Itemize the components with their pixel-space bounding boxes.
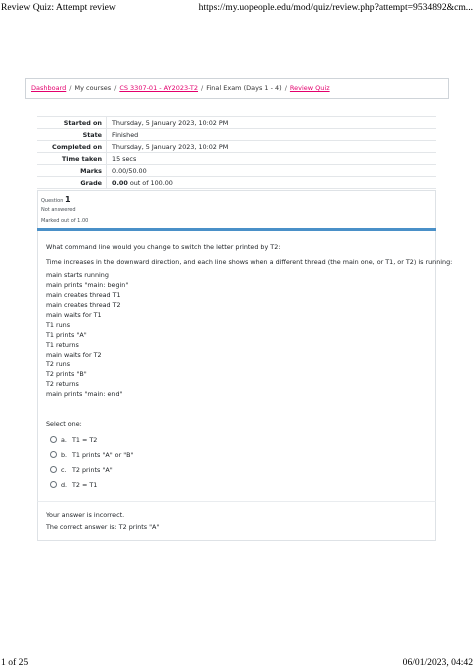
thread-trace <box>46 271 128 400</box>
feedback-result: Your answer is incorrect. <box>46 511 125 519</box>
time-taken-label: Time taken <box>37 153 107 165</box>
question-description: Time increases in the downward direction, and each line shows when a different thread (the main one, or T1, or T2) is running: <box>46 258 453 266</box>
radio-button[interactable] <box>50 466 57 473</box>
table-row <box>37 165 436 177</box>
print-datetime: 06/01/2023, 04:42 <box>402 657 473 668</box>
grade-label: Grade <box>37 177 107 189</box>
table-row <box>37 141 436 153</box>
breadcrumb-separator: / <box>201 84 204 92</box>
option-text: T1 prints "A" or "B" <box>72 450 134 459</box>
option-text: T2 prints "A" <box>72 465 113 474</box>
question-content <box>37 231 453 501</box>
question-mark: Marked out of 1.00 <box>41 218 89 224</box>
breadcrumb-course-link[interactable]: CS 3307-01 - AY2023-T2 <box>119 84 198 92</box>
option-text: T2 = T1 <box>72 480 98 489</box>
select-one-label: Select one: <box>46 420 82 428</box>
breadcrumb <box>25 78 449 99</box>
option-letter: d. <box>61 480 68 489</box>
grade-value <box>107 177 437 189</box>
breadcrumb-dashboard-link[interactable]: Dashboard <box>31 84 67 92</box>
table-row <box>37 117 436 129</box>
trace-line: T1 returns <box>46 340 79 349</box>
completed-on-label: Completed on <box>37 141 107 153</box>
completed-on-value: Thursday, 5 January 2023, 10:02 PM <box>112 142 229 151</box>
grade-score: 0.00 <box>112 178 128 187</box>
answer-option-c[interactable] <box>50 462 134 477</box>
table-row <box>37 153 436 165</box>
started-on-value: Thursday, 5 January 2023, 10:02 PM <box>112 118 229 127</box>
table-row <box>37 177 436 189</box>
marks-value: 0.00/50.00 <box>112 166 147 175</box>
breadcrumb-final-exam[interactable]: Final Exam (Days 1 - 4) <box>206 84 282 92</box>
option-letter: b. <box>61 450 68 459</box>
trace-line: main creates thread T2 <box>46 300 121 309</box>
print-title: Review Quiz: Attempt review <box>1 2 116 13</box>
breadcrumb-my-courses[interactable]: My courses <box>74 84 112 92</box>
question-label: Question <box>41 198 65 204</box>
trace-line: T1 prints "A" <box>46 330 87 339</box>
trace-line: main prints "main: begin" <box>46 280 129 289</box>
trace-line: main starts running <box>46 271 109 279</box>
breadcrumb-separator: / <box>69 84 72 92</box>
feedback-correct-answer: The correct answer is: T2 prints "A" <box>46 523 160 531</box>
trace-line: T2 runs <box>46 360 71 369</box>
radio-button[interactable] <box>50 451 57 458</box>
trace-line: main prints "main: end" <box>46 390 123 399</box>
answer-option-b[interactable] <box>50 447 134 462</box>
answer-options <box>50 432 134 492</box>
question-state: Not answered <box>41 207 76 213</box>
state-label: State <box>37 129 107 141</box>
time-taken-value: 15 secs <box>112 154 137 163</box>
radio-button[interactable] <box>50 436 57 443</box>
table-row <box>37 129 436 141</box>
print-url: https://my.uopeople.edu/mod/quiz/review.php?attempt=9534892&cm... <box>198 2 473 13</box>
attempt-summary-table <box>37 116 436 189</box>
trace-line: main waits for T2 <box>46 350 102 359</box>
option-letter: a. <box>61 435 67 444</box>
print-footer <box>1 657 473 669</box>
question-prompt: What command line would you change to switch the letter printed by T2: <box>46 243 281 251</box>
answer-option-d[interactable] <box>50 477 134 492</box>
started-on-label: Started on <box>37 117 107 129</box>
radio-button[interactable] <box>50 481 57 488</box>
question-number <box>41 195 71 204</box>
breadcrumb-separator: / <box>284 84 287 92</box>
question-number-value: 1 <box>64 195 71 204</box>
breadcrumb-separator: / <box>114 84 117 92</box>
question-info-box <box>37 190 436 228</box>
trace-line: main waits for T1 <box>46 310 102 319</box>
option-text: T1 = T2 <box>72 435 98 444</box>
trace-line: T2 prints "B" <box>46 370 87 379</box>
marks-label: Marks <box>37 165 107 177</box>
trace-line: main creates thread T1 <box>46 290 121 299</box>
trace-line: T1 runs <box>46 320 71 329</box>
option-letter: c. <box>61 465 67 474</box>
page-number: 1 of 25 <box>1 657 29 668</box>
trace-line: T2 returns <box>46 380 79 389</box>
feedback-box <box>37 501 436 541</box>
grade-out-of: out of 100.00 <box>127 178 173 187</box>
state-value: Finished <box>112 130 139 139</box>
answer-option-a[interactable] <box>50 432 134 447</box>
breadcrumb-review-quiz-link[interactable]: Review Quiz <box>289 84 330 92</box>
